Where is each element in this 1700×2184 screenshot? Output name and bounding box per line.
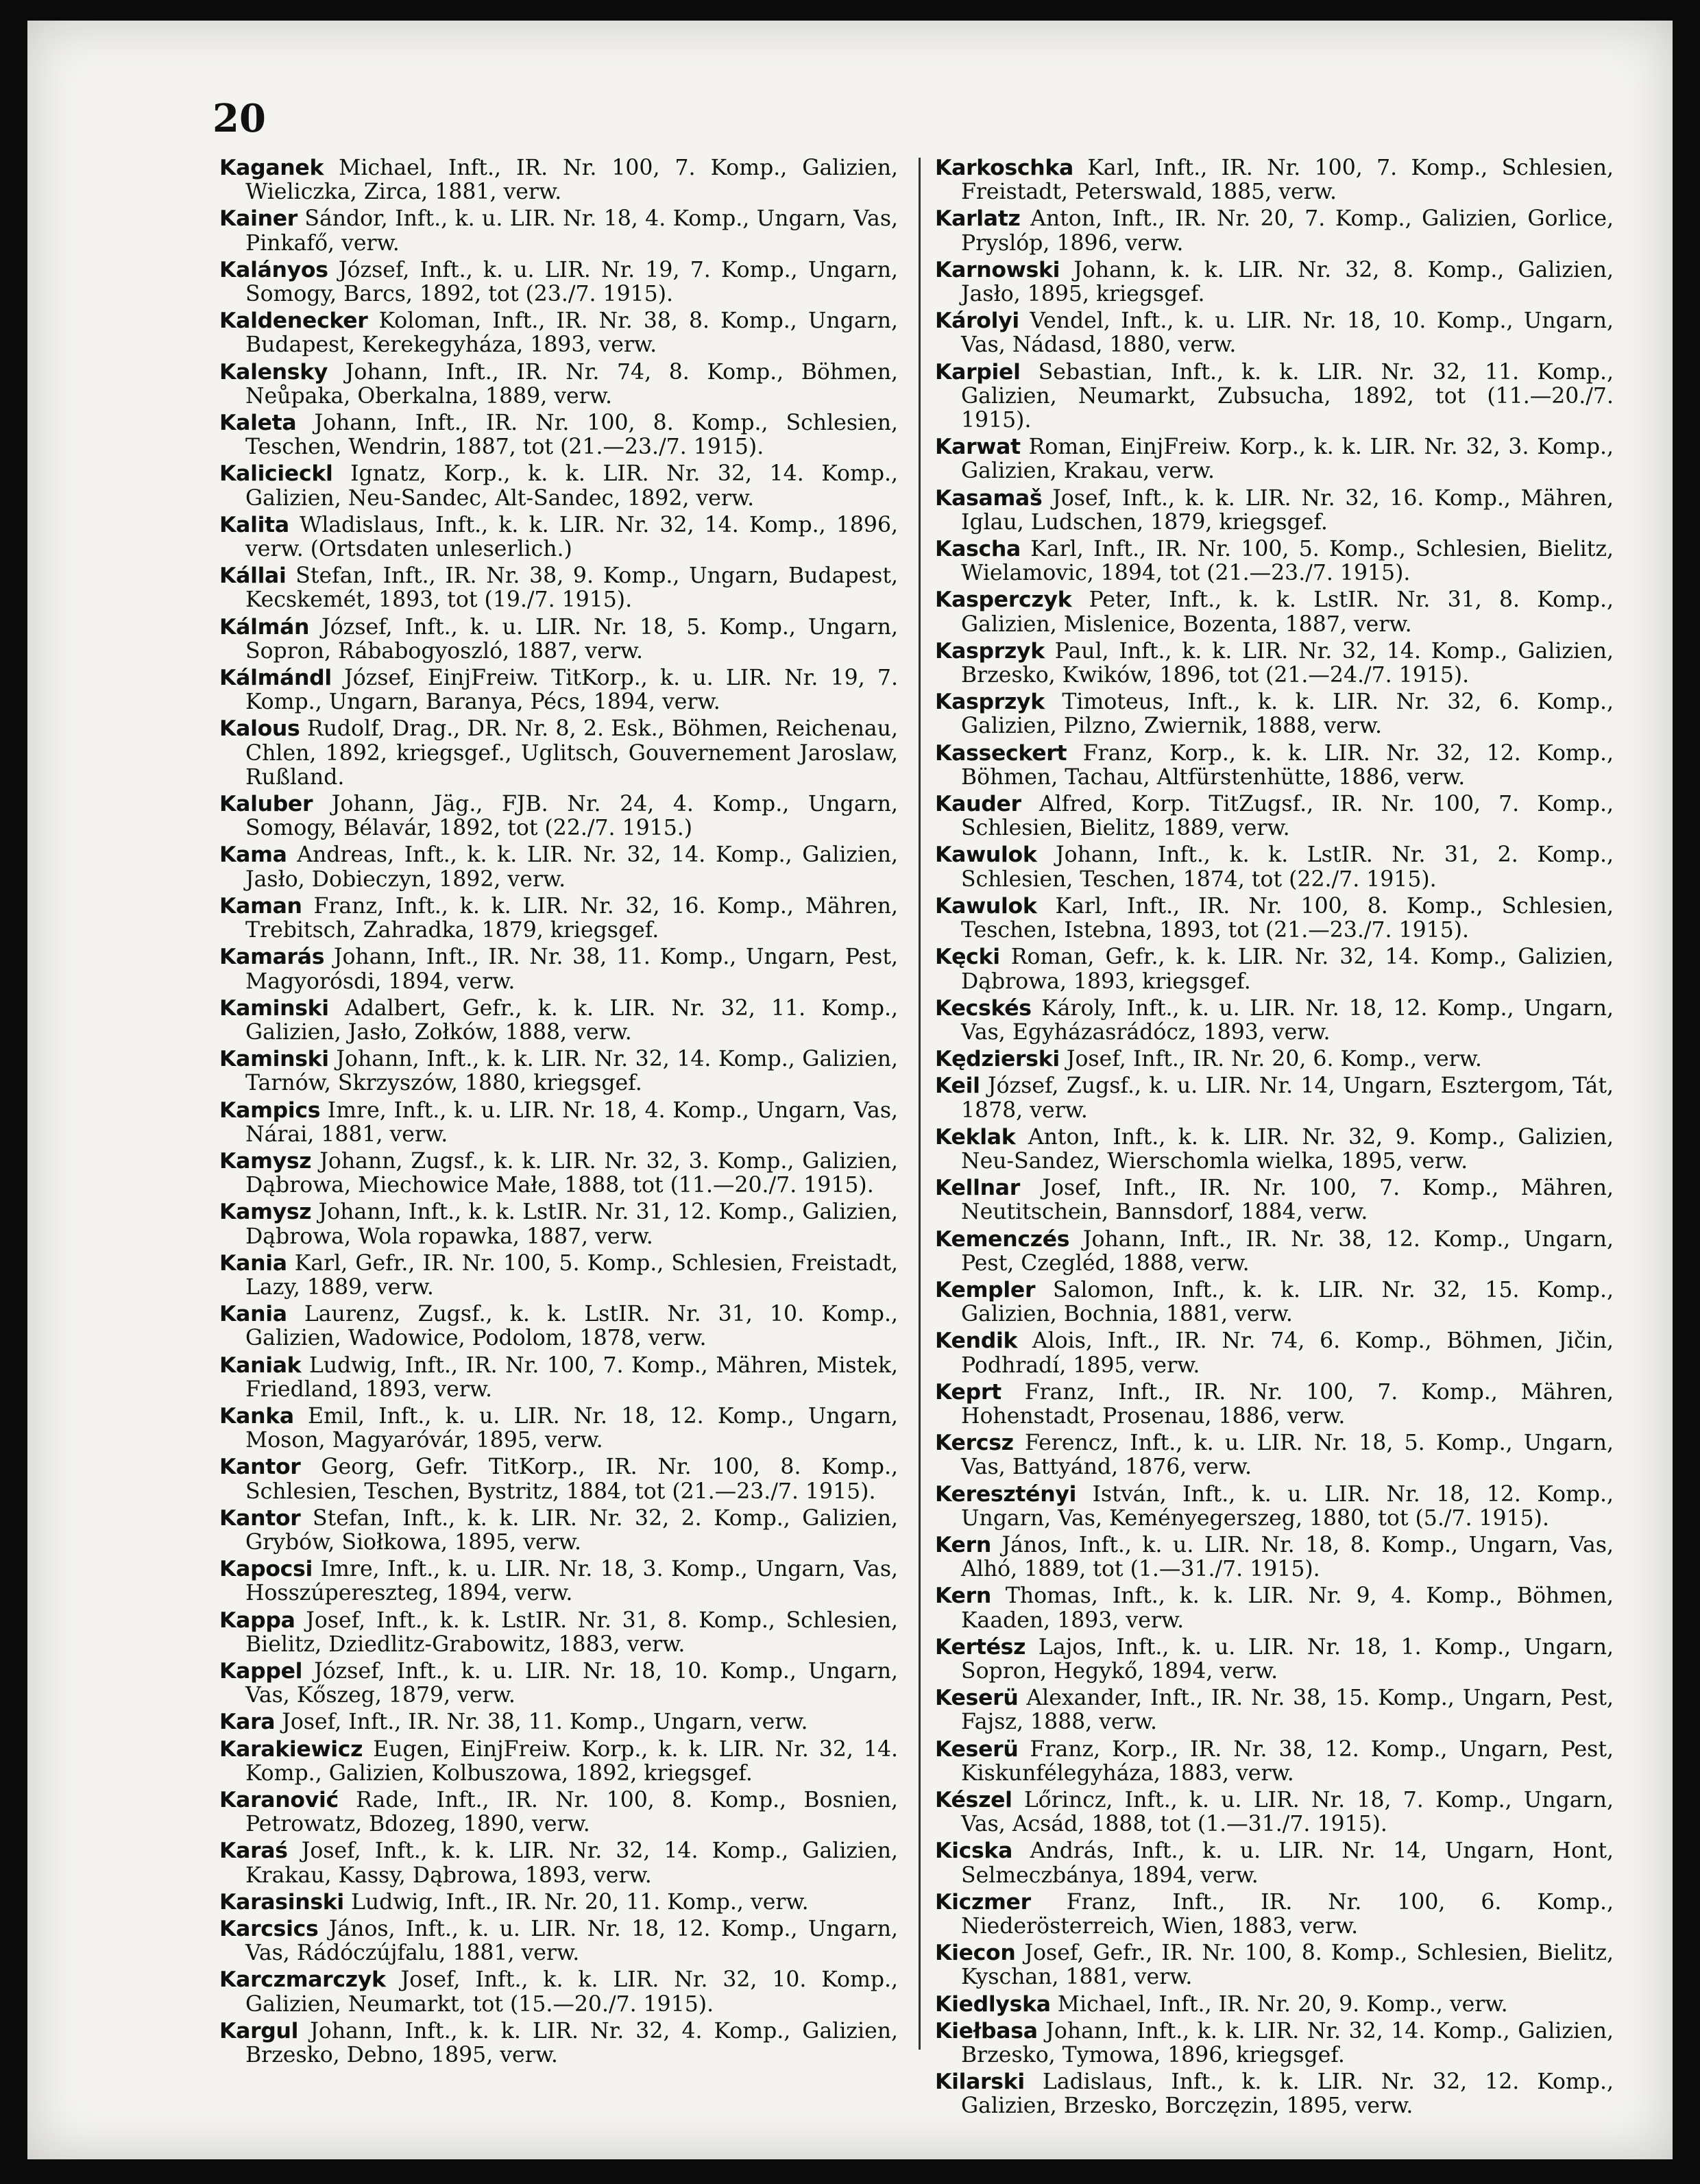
list-item [935,1839,1614,1887]
entry-details: Johann, Jäg., FJB. Nr. 24, 4. Komp., Ungarn, Somogy, Bélavár, 1892, tot (22./7. 1915.) [245,792,898,841]
entry-details: Josef, Gefr., IR. Nr. 100, 8. Komp., Schlesien, Bielitz, Kyschan, 1881, verw. [961,1941,1614,1990]
entry-surname: Kawulok [935,893,1037,919]
entry-details: Josef, Inft., IR. Nr. 100, 7. Komp., Mähren, Neutitschein, Bannsdorf, 1884, verw. [961,1176,1614,1225]
entry-surname: Kasseckert [935,740,1067,766]
left-column [219,156,898,2070]
list-item [935,2070,1614,2118]
list-item [219,1150,898,1198]
right-column [935,156,1614,2122]
entry-surname: Keprt [935,1379,1001,1405]
list-item [219,156,898,204]
list-item [219,1917,898,1965]
list-item [219,1968,898,2016]
entry-details: Johann, Inft., k. k. LstIR. Nr. 31, 12. Komp., Galizien, Dąbrowa, Wola ropawka, 1887, verw. [245,1200,898,1249]
entry-details: Stefan, Inft., k. k. LIR. Nr. 32, 2. Komp., Galizien, Grybów, Siołkowa, 1895, verw. [245,1505,899,1555]
entry-details: Franz, Korp., IR. Nr. 38, 12. Komp., Ungarn, Pest, Kiskunfélegyháza, 1883, verw. [961,1736,1614,1786]
list-item [219,1891,898,1915]
entry-details: Koloman, Inft., IR. Nr. 38, 8. Komp., Ungarn, Budapest, Kerekegyháza, 1893, verw. [245,308,899,358]
entry-surname: Kalicieckl [219,461,333,487]
entry-details: Anton, Inft., k. k. LIR. Nr. 32, 9. Komp., Galizien, Neu-Sandez, Wierschomla wielka, 1895, verw. [961,1124,1614,1174]
entry-details: Michael, Inft., IR. Nr. 20, 9. Komp., verw. [1057,1991,1508,2017]
list-item [935,1738,1614,1786]
list-item [219,513,898,561]
list-item [219,1099,898,1147]
entry-surname: Karasinski [219,1889,344,1915]
list-item [935,640,1614,688]
entry-details: János, Inft., k. u. LIR. Nr. 18, 12. Komp., Ungarn, Vas, Rádóczújfalu, 1881, verw. [245,1917,898,1966]
list-item [219,997,898,1045]
entry-surname: Karcsics [219,1917,319,1942]
entry-surname: Készel [935,1788,1012,1812]
entry-details: Roman, EinjFreiw. Korp., k. k. LIR. Nr. 32, 3. Komp., Galizien, Krakau, verw. [961,435,1614,484]
entry-details: Lajos, Inft., k. u. LIR. Nr. 18, 1. Komp., Ungarn, Sopron, Hegykő, 1894, verw. [961,1634,1614,1684]
entry-details: Johann, Inft., IR. Nr. 38, 12. Komp., Ungarn, Pest, Czegléd, 1888, verw. [961,1226,1614,1276]
list-item [219,411,898,459]
entry-surname: Kern [935,1584,991,1609]
entry-details: Karl, Inft., IR. Nr. 100, 8. Komp., Schlesien, Teschen, Istebna, 1893, tot (21.—23./7. 1915). [961,893,1614,943]
list-item [219,2019,898,2067]
entry-surname: Kania [219,1302,287,1327]
entry-details: Andreas, Inft., k. k. LIR. Nr. 32, 14. Komp., Galizien, Jasło, Dobieczyn, 1892, verw. [245,842,899,892]
entry-details: Stefan, Inft., IR. Nr. 38, 9. Komp., Ungarn, Budapest, Kecskemét, 1893, tot (19./7. 1915). [245,563,898,613]
list-item [219,207,898,255]
entry-surname: Karczmarczyk [219,1967,386,1993]
list-item [219,1788,898,1836]
entry-details: Vendel, Inft., k. u. LIR. Nr. 18, 10. Komp., Ungarn, Vas, Nádasd, 1880, verw. [961,308,1614,358]
entry-details: Ludwig, Inft., IR. Nr. 100, 7. Komp., Mähren, Mistek, Friedland, 1893, verw. [245,1352,898,1402]
entry-details: Eugen, EinjFreiw. Korp., k. k. LIR. Nr. 32, 14. Komp., Galizien, Kolbuszowa, 1892, kriegsgef. [245,1736,899,1786]
entry-surname: Keklak [935,1124,1016,1150]
list-item [219,1455,898,1503]
entry-surname: Kálmándl [219,666,332,691]
entry-details: Károly, Inft., k. u. LIR. Nr. 18, 12. Komp., Ungarn, Vas, Egyházasrádócz, 1893, verw. [961,995,1614,1045]
entry-surname: Kantor [219,1455,301,1480]
list-item [935,309,1614,357]
entry-surname: Kalita [219,512,289,537]
entry-surname: Kendik [935,1328,1018,1354]
entry-details: János, Inft., k. u. LIR. Nr. 18, 8. Komp., Ungarn, Vas, Alhó, 1889, tot (1.—31./7. 1915). [961,1532,1614,1582]
list-item [219,361,898,409]
entry-surname: Kálmán [219,614,310,640]
entry-surname: Karanović [219,1788,339,1812]
entry-details: Johann, k. k. LIR. Nr. 32, 8. Komp., Galizien, Jasło, 1895, kriegsgef. [961,257,1614,307]
list-item [935,1278,1614,1326]
entry-surname: Kalányos [219,257,328,282]
entry-surname: Kaleta [219,411,297,436]
entry-surname: Kawulok [935,842,1037,868]
entry-details: Ludwig, Inft., IR. Nr. 20, 11. Komp., verw. [350,1889,809,1915]
list-item [219,895,898,943]
entry-surname: Kamysz [219,1200,312,1225]
entry-surname: Kempler [935,1277,1036,1302]
entry-surname: Kędzierski [935,1047,1060,1072]
entry-details: Josef, Inft., IR. Nr. 20, 6. Komp., verw. [1066,1047,1482,1072]
list-item [219,1354,898,1402]
entry-details: Sebastian, Inft., k. k. LIR. Nr. 32, 11. Komp., Galizien, Neumarkt, Zubsucha, 1892, tot (11.—20./7. 1915). [961,359,1614,433]
entry-surname: Kemenczés [935,1226,1070,1252]
entry-details: Ladislaus, Inft., k. k. LIR. Nr. 32, 12. Komp., Galizien, Brzesko, Borczęzin, 1895, verw. [961,2070,1614,2119]
entry-surname: Kaminski [219,995,329,1021]
entry-surname: Karwat [935,435,1021,460]
entry-surname: Kasperczyk [935,587,1072,613]
entry-surname: Kaluber [219,792,313,817]
entry-details: József, Inft., k. u. LIR. Nr. 18, 10. Komp., Ungarn, Vas, Kőszeg, 1879, verw. [245,1658,898,1708]
list-item [219,1047,898,1095]
entry-surname: Kapocsi [219,1557,313,1582]
list-item [935,843,1614,891]
entry-surname: Kasprzyk [935,690,1045,715]
list-item [219,717,898,790]
entry-details: Josef, Inft., k. k. LIR. Nr. 32, 10. Komp., Galizien, Neumarkt, tot (15.—20./7. 1915). [245,1967,899,2017]
list-item [935,487,1614,535]
list-item [935,588,1614,636]
entry-details: József, EinjFreiw. TitKorp., k. u. LIR. Nr. 19, 7. Komp., Ungarn, Baranya, Pécs, 1894, verw. [245,666,898,715]
list-item [935,895,1614,943]
entry-details: Josef, Inft., k. k. LIR. Nr. 32, 14. Komp., Galizien, Krakau, Kassy, Dąbrowa, 1893, verw. [245,1839,899,1888]
entry-surname: Kertész [935,1634,1026,1660]
entry-details: Timoteus, Inft., k. k. LIR. Nr. 32, 6. Komp., Galizien, Pilzno, Zwiernik, 1888, verw. [961,690,1614,739]
list-item [219,258,898,306]
entry-surname: Kamysz [219,1148,312,1174]
entry-details: Georg, Gefr. TitKorp., IR. Nr. 100, 8. Komp., Schlesien, Teschen, Bystritz, 1884, tot (21.—23./7. 1915). [245,1455,898,1504]
list-item [935,207,1614,255]
entry-surname: Kiczmer [935,1889,1031,1915]
entry-surname: Kainer [219,206,298,232]
entry-details: Ignatz, Korp., k. k. LIR. Nr. 32, 14. Komp., Galizien, Neu-Sandec, Alt-Sandec, 1892, verw. [245,461,899,511]
entry-surname: Kania [219,1250,287,1276]
entry-details: Karl, Gefr., IR. Nr. 100, 5. Komp., Schlesien, Freistadt, Lazy, 1889, verw. [245,1250,899,1300]
list-item [935,537,1614,585]
entry-surname: Kasprzyk [935,638,1045,664]
entry-details: Laurenz, Zugsf., k. k. LstIR. Nr. 31, 10. Komp., Galizien, Wadowice, Podolom, 1878, verw. [245,1302,898,1351]
entry-surname: Kauder [935,792,1021,817]
list-item [935,1483,1614,1531]
entry-surname: Kargul [219,2018,299,2043]
list-item [219,1507,898,1555]
list-item [935,361,1614,433]
list-item [219,309,898,357]
list-item [935,1788,1614,1836]
entry-details: József, Zugsf., k. u. LIR. Nr. 14, Ungarn, Esztergom, Tát, 1878, verw. [961,1073,1614,1123]
entry-surname: Károlyi [935,308,1019,334]
entry-surname: Kampics [219,1097,321,1123]
entry-surname: Karlatz [935,206,1021,232]
entry-surname: Kappel [219,1658,303,1684]
entry-details: Alois, Inft., IR. Nr. 74, 6. Komp., Böhmen, Jičin, Podhradí, 1895, verw. [961,1328,1614,1378]
entry-details: Roman, Gefr., k. k. LIR. Nr. 32, 14. Komp., Galizien, Dąbrowa, 1893, kriegsgef. [961,945,1614,994]
entry-details: Johann, Inft., IR. Nr. 38, 11. Komp., Ungarn, Pest, Magyorósdi, 1894, verw. [245,945,898,994]
entry-surname: Kalensky [219,359,328,385]
list-item [935,435,1614,483]
list-item [935,1228,1614,1276]
entry-details: Josef, Inft., k. k. LstIR. Nr. 31, 8. Komp., Schlesien, Bielitz, Dziedlitz-Grabowitz, 1883, verw. [245,1607,899,1657]
entry-details: Alexander, Inft., IR. Nr. 38, 15. Komp., Ungarn, Pest, Fajsz, 1888, verw. [961,1686,1614,1735]
entry-details: Franz, Inft., IR. Nr. 100, 7. Komp., Mähren, Hohenstadt, Prosenau, 1886, verw. [961,1379,1614,1429]
list-item [935,2019,1614,2067]
entry-surname: Kállai [219,563,287,589]
list-item [219,1252,898,1300]
entry-details: Emil, Inft., k. u. LIR. Nr. 18, 12. Komp., Ungarn, Moson, Magyaróvár, 1895, verw. [245,1403,899,1453]
entry-surname: Kaldenecker [219,308,368,334]
list-item [935,1074,1614,1122]
list-item [219,1302,898,1350]
list-item [935,156,1614,204]
entry-surname: Kiełbasa [935,2018,1038,2043]
entry-surname: Keil [935,1073,980,1099]
entry-surname: Kara [219,1710,276,1735]
list-item [219,1200,898,1248]
entry-surname: Karakiewicz [219,1736,363,1762]
list-item [935,1584,1614,1632]
list-item [219,1557,898,1605]
list-item [219,666,898,714]
list-item [219,616,898,664]
entry-details: Sándor, Inft., k. u. LIR. Nr. 18, 4. Komp., Ungarn, Vas, Pinkafő, verw. [245,206,898,256]
entry-details: Imre, Inft., k. u. LIR. Nr. 18, 3. Komp., Ungarn, Vas, Hosszúpereszteg, 1894, verw. [245,1557,898,1606]
list-item [935,1636,1614,1684]
entry-details: Lőrincz, Inft., k. u. LIR. Nr. 18, 7. Komp., Ungarn, Vas, Acsád, 1888, tot (1.—31./7. 1915). [961,1788,1614,1837]
list-item [219,1609,898,1657]
list-item [935,792,1614,840]
entry-surname: Kama [219,842,287,868]
document-page [27,21,1673,2159]
entry-surname: Kasamaš [935,485,1043,511]
list-item [935,1686,1614,1734]
entry-details: Karl, Inft., IR. Nr. 100, 5. Komp., Schlesien, Bielitz, Wielamovic, 1894, tot (21.—23./7. 1915). [961,537,1614,586]
entry-surname: Kaman [219,893,302,919]
entry-details: Thomas, Inft., k. k. LIR. Nr. 9, 4. Komp., Böhmen, Kaaden, 1893, verw. [961,1584,1614,1633]
entry-surname: Kiedlyska [935,1991,1051,2017]
entry-surname: Keserü [935,1686,1019,1711]
list-item [219,843,898,891]
entry-surname: Kascha [935,537,1021,562]
entry-surname: Kellnar [935,1176,1020,1201]
entry-details: Franz, Korp., k. k. LIR. Nr. 32, 12. Komp., Böhmen, Tachau, Altfürstenhütte, 1886, verw. [961,740,1614,790]
entry-surname: Keresztényi [935,1481,1077,1507]
list-item [935,690,1614,738]
list-item [219,1738,898,1786]
entry-details: Imre, Inft., k. u. LIR. Nr. 18, 4. Komp., Ungarn, Vas, Nárai, 1881, verw. [245,1097,898,1147]
entry-details: József, Inft., k. u. LIR. Nr. 19, 7. Komp., Ungarn, Somogy, Barcs, 1892, tot (23./7. 1915). [245,257,899,307]
list-item [219,1660,898,1708]
entry-surname: Kamarás [219,945,325,970]
entry-details: Paul, Inft., k. k. LIR. Nr. 32, 14. Komp., Galizien, Brzesko, Kwików, 1896, tot (21.—24./7. 1915). [961,638,1614,688]
entry-surname: Keserü [935,1736,1019,1762]
entry-details: Johann, Inft., IR. Nr. 74, 8. Komp., Böhmen, Neůpaka, Oberkalna, 1889, verw. [245,359,898,409]
entry-details: Johann, Inft., k. k. LIR. Nr. 32, 14. Komp., Galizien, Brzesko, Tymowa, 1896, kriegsgef. [961,2018,1614,2068]
column-divider [919,158,921,2050]
list-item [935,1047,1614,1071]
entry-details: Rudolf, Drag., DR. Nr. 8, 2. Esk., Böhmen, Reichenau, Chlen, 1892, kriegsgef., Uglitsch, Gouvernement Jaroslaw, Rußland. [245,716,898,790]
entry-details: József, Inft., k. u. LIR. Nr. 18, 5. Komp., Ungarn, Sopron, Rábabogyoszló, 1887, verw. [245,614,899,664]
entry-surname: Kalous [219,716,300,742]
entry-details: Adalbert, Gefr., k. k. LIR. Nr. 32, 11. Komp., Galizien, Jasło, Zołków, 1888, verw. [245,995,899,1045]
entry-surname: Kantor [219,1505,301,1531]
list-item [219,1839,898,1887]
entry-details: Johann, Inft., IR. Nr. 100, 8. Komp., Schlesien, Teschen, Wendrin, 1887, tot (21.—23./7. 1915). [245,411,898,460]
entry-details: Johann, Inft., k. k. LIR. Nr. 32, 14. Komp., Galizien, Tarnów, Skrzyszów, 1880, kriegsgef. [245,1047,899,1096]
list-item [935,1533,1614,1581]
entry-surname: Kercsz [935,1431,1014,1456]
entry-details: András, Inft., k. u. LIR. Nr. 14, Ungarn, Hont, Selmeczbánya, 1894, verw. [961,1839,1614,1888]
entry-details: Alfred, Korp. TitZugsf., IR. Nr. 100, 7. Komp., Schlesien, Bielitz, 1889, verw. [961,792,1614,841]
entry-details: Josef, Inft., k. k. LIR. Nr. 32, 16. Komp., Mähren, Iglau, Ludschen, 1879, kriegsgef. [961,485,1614,535]
entry-surname: Karnowski [935,257,1060,282]
list-item [935,1381,1614,1429]
entry-surname: Kern [935,1532,991,1557]
list-item [935,742,1614,790]
entry-surname: Kanka [219,1403,294,1429]
list-item [935,997,1614,1045]
list-item [219,792,898,840]
entry-details: Peter, Inft., k. k. LstIR. Nr. 31, 8. Komp., Galizien, Mislenice, Bozenta, 1887, verw. [961,587,1614,637]
entry-details: Franz, Inft., k. k. LIR. Nr. 32, 16. Komp., Mähren, Trebitsch, Zahradka, 1879, kriegsgef. [245,893,899,943]
entry-surname: Kiecon [935,1941,1016,1966]
entry-surname: Kicska [935,1839,1013,1864]
entry-details: Ferencz, Inft., k. u. LIR. Nr. 18, 5. Komp., Ungarn, Vas, Battyánd, 1876, verw. [961,1431,1614,1480]
entry-details: Rade, Inft., IR. Nr. 100, 8. Komp., Bosnien, Petrowatz, Bdozeg, 1890, verw. [245,1788,898,1837]
entry-surname: Karpiel [935,359,1021,385]
list-item [935,1941,1614,1989]
entry-details: Salomon, Inft., k. k. LIR. Nr. 32, 15. Komp., Galizien, Bochnia, 1881, verw. [961,1277,1614,1327]
list-item [935,1126,1614,1174]
entry-details: Anton, Inft., IR. Nr. 20, 7. Komp., Galizien, Gorlice, Pryslóp, 1896, verw. [961,206,1614,256]
entry-surname: Kappa [219,1607,295,1633]
list-item [219,564,898,612]
entry-surname: Karaś [219,1839,288,1864]
entry-details: Wladislaus, Inft., k. k. LIR. Nr. 32, 14. Komp., 1896, verw. (Ortsdaten unleserlich.) [245,512,898,562]
entry-surname: Karkoschka [935,156,1073,180]
list-item [935,1993,1614,2017]
list-item [935,1329,1614,1377]
entry-details: Michael, Inft., IR. Nr. 100, 7. Komp., Galizien, Wieliczka, Zirca, 1881, verw. [245,156,898,205]
entry-surname: Kęcki [935,945,1000,970]
list-item [219,945,898,993]
entry-details: Johann, Zugsf., k. k. LIR. Nr. 32, 3. Komp., Galizien, Dąbrowa, Miechowice Małe, 1888, tot (11.—20./7. 1915). [245,1148,898,1198]
entry-details: Johann, Inft., k. k. LIR. Nr. 32, 4. Komp., Galizien, Brzesko, Debno, 1895, verw. [245,2018,899,2068]
list-item [935,258,1614,306]
list-item [935,1176,1614,1224]
entry-details: Johann, Inft., k. k. LstIR. Nr. 31, 2. Komp., Schlesien, Teschen, 1874, tot (22./7. 1915). [961,842,1614,892]
entry-surname: Kaminski [219,1047,329,1072]
list-item [219,1405,898,1453]
page-number: 20 [212,96,266,141]
list-item [935,945,1614,993]
entry-details: Franz, Inft., IR. Nr. 100, 6. Komp., Niederösterreich, Wien, 1883, verw. [961,1889,1614,1939]
list-item [219,462,898,510]
entry-surname: Kecskés [935,995,1032,1021]
entry-surname: Kaganek [219,156,324,180]
entry-details: Karl, Inft., IR. Nr. 100, 7. Komp., Schlesien, Freistadt, Peterswald, 1885, verw. [961,156,1614,205]
list-item [219,1710,898,1734]
entry-surname: Kaniak [219,1352,302,1378]
entry-details: István, Inft., k. u. LIR. Nr. 18, 12. Komp., Ungarn, Vas, Keményegerszeg, 1880, tot (5./7. 1915). [961,1481,1614,1531]
entry-details: Josef, Inft., IR. Nr. 38, 11. Komp., Ungarn, verw. [282,1710,808,1735]
list-item [935,1431,1614,1479]
list-item [935,1891,1614,1939]
entry-surname: Kilarski [935,2070,1025,2095]
